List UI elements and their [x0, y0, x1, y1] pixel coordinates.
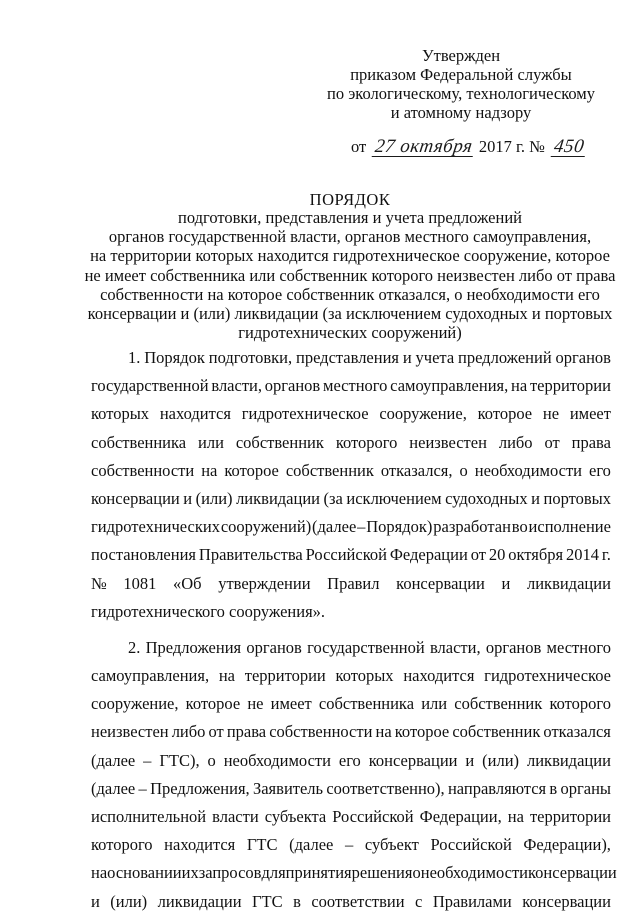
word: Правилами [432, 891, 512, 911]
paragraph-2 [91, 634, 617, 916]
word: № [91, 573, 107, 593]
word: на [201, 460, 218, 480]
word: Российской [332, 807, 414, 826]
word: консервации [368, 750, 458, 770]
word: соответственно), [326, 778, 445, 798]
word: октября [508, 545, 564, 565]
word: находится [164, 835, 236, 855]
word: не [247, 694, 264, 714]
word: (далее [312, 517, 357, 537]
word: – [357, 517, 366, 537]
word: на [375, 722, 392, 742]
word: собственника [318, 694, 415, 714]
word: «Об [173, 573, 202, 593]
word: отказался [543, 722, 611, 742]
word: от [208, 722, 224, 742]
text-line [91, 570, 611, 598]
word: предложений [458, 348, 552, 367]
word: исключением [346, 488, 442, 508]
word: 2014 [565, 545, 599, 565]
word: либо [498, 432, 533, 452]
date-prefix: от [351, 137, 367, 156]
word: его [589, 460, 611, 480]
word: на [507, 807, 524, 826]
subtitle-line: органов государственной власти, органов местного самоуправления, [108, 227, 592, 247]
word: сооружение, [91, 694, 179, 714]
text-line [91, 662, 611, 690]
word: гидротехнического сооружения». [91, 601, 326, 621]
word: местного [323, 376, 388, 396]
approval-block [326, 46, 596, 122]
word: государственной [91, 376, 209, 396]
handwritten-order-number: 450 [552, 136, 586, 157]
word: самоуправления, [91, 666, 210, 686]
word: которого [549, 694, 611, 714]
word: учета [415, 348, 455, 367]
word: собственности [269, 722, 373, 742]
word: гидротехническое [241, 404, 369, 424]
word: и [465, 750, 475, 770]
word: для [261, 863, 286, 883]
word: на [91, 863, 108, 883]
text-line [91, 775, 611, 803]
word: Порядок [144, 348, 205, 367]
word: исполнительной [91, 807, 207, 826]
word: (или) [110, 891, 148, 911]
approval-line: Утвержден [421, 46, 501, 65]
word: портовых [543, 488, 611, 508]
word: о [207, 750, 216, 770]
word: консервации [396, 573, 485, 593]
word: 1081 [123, 573, 157, 593]
word: от [470, 545, 486, 565]
word: которое [224, 460, 279, 480]
text-line [91, 598, 611, 626]
word: на [218, 666, 235, 686]
text-line [91, 541, 611, 569]
word: о [459, 460, 468, 480]
word: его [338, 750, 361, 770]
word: консервации [528, 863, 617, 883]
word: (далее [289, 835, 334, 855]
word: субъекта [264, 807, 327, 826]
word: основании [107, 863, 182, 883]
word: которых [335, 666, 394, 686]
word: необходимости [474, 460, 582, 480]
word: необходимости [223, 750, 331, 770]
word: органов [264, 376, 321, 396]
word: утверждении [218, 573, 311, 593]
word: которое [185, 694, 241, 714]
subtitle-line: не имеет собственника или собственник которого неизвестен либо от права [84, 265, 616, 285]
word: собственник [454, 694, 543, 714]
word: ликвидации [526, 573, 611, 593]
word: 1. [128, 348, 141, 367]
word: (далее [91, 750, 136, 770]
word: 2. [128, 637, 141, 657]
word: с [415, 891, 423, 911]
text-line [91, 372, 611, 400]
document-body [91, 344, 617, 916]
word: и [531, 488, 540, 508]
word: гидротехнических [91, 517, 220, 537]
word: которых [91, 404, 150, 424]
word: собственности [91, 460, 195, 480]
word: органы [560, 778, 611, 798]
word: которого [335, 432, 398, 452]
text-line [91, 429, 611, 457]
word: права [226, 722, 267, 742]
word: Федерации), [523, 835, 611, 855]
text-line [91, 400, 611, 428]
word: собственник [235, 432, 324, 452]
word: местного [546, 637, 611, 657]
word: постановления [91, 545, 197, 565]
word: сооружение, [379, 404, 467, 424]
word: государственной [307, 637, 425, 657]
word: Правительства [198, 545, 303, 565]
approval-line: приказом Федеральной службы [350, 65, 572, 84]
word: которое [394, 722, 450, 742]
word: органов [555, 348, 611, 367]
text-line [91, 457, 611, 485]
word: имеет [569, 404, 611, 424]
word: и [91, 891, 100, 911]
word: сооружений) [220, 517, 312, 537]
word: от [544, 432, 560, 452]
approval-date-line [351, 137, 586, 157]
word: или [198, 432, 224, 452]
word: территории [244, 666, 326, 686]
word: ГТС), [159, 750, 200, 770]
word: находится [159, 404, 231, 424]
word: (за [323, 488, 343, 508]
word: ликвидации [236, 488, 320, 508]
word: либо [171, 722, 206, 742]
word: которого [91, 835, 153, 855]
word: во [511, 517, 528, 537]
word: находится [403, 666, 475, 686]
word: Российской [430, 835, 512, 855]
word: решения [351, 863, 413, 883]
subtitle-line: собственности на которое собственник отказался, о необходимости его [100, 284, 600, 304]
approval-line: и атомному надзору [390, 103, 532, 122]
word: имеет [270, 694, 312, 714]
text-line [91, 831, 611, 859]
word: на [511, 376, 528, 396]
text-line [91, 634, 611, 662]
text-line [91, 690, 611, 718]
word: – [344, 835, 354, 855]
subtitle-line: консервации и (или) ликвидации (за исключением судоходных и портовых [87, 304, 613, 324]
word: и [183, 488, 193, 508]
word: Порядок) [366, 517, 433, 537]
word: запросов [198, 863, 262, 883]
approval-line: по экологическому, технологическому [326, 84, 595, 103]
word: отказался, [380, 460, 453, 480]
subtitle-line: подготовки, представления и учета предложений [177, 208, 522, 227]
word: в [293, 891, 301, 911]
word: собственник [452, 722, 541, 742]
word: ГТС [252, 891, 283, 911]
word: органов [485, 637, 542, 657]
word: органов [246, 637, 302, 657]
word: необходимости [420, 863, 528, 883]
word: власти, [429, 637, 481, 657]
word: Предложения, [150, 778, 250, 798]
word: ликвидации [526, 750, 611, 770]
word: (или) [195, 488, 233, 508]
text-line [91, 888, 611, 916]
handwritten-date: 27 октября [374, 136, 475, 157]
word: ликвидации [157, 891, 242, 911]
paragraph-1 [91, 344, 611, 626]
word: Заявитель [252, 778, 324, 798]
year-text: 2017 г. № [478, 137, 545, 156]
text-line [91, 859, 617, 887]
word: принятия [285, 863, 352, 883]
word: субъект [364, 835, 419, 855]
subtitle-line: на территории которых находится гидротехническое сооружение, которое [90, 246, 610, 266]
word: собственника [91, 432, 187, 452]
document-title: ПОРЯДОК [309, 190, 391, 209]
word: территории [529, 807, 611, 826]
text-line [91, 485, 611, 513]
word: исполнение [528, 517, 611, 537]
word: права [571, 432, 611, 452]
word: ГТС [246, 835, 278, 855]
word: гидротехническое [484, 666, 611, 686]
word: (далее [91, 778, 136, 798]
word: направляются [447, 778, 547, 798]
text-line [91, 513, 611, 541]
word: или [421, 694, 448, 714]
word: консервации [522, 891, 611, 911]
word: разработан [433, 517, 511, 537]
word: Предложения [145, 637, 242, 657]
text-line [91, 747, 611, 775]
word: Российской [305, 545, 387, 565]
subtitle-line: гидротехнических сооружений) [238, 323, 462, 343]
word: Правил [327, 573, 380, 593]
word: власти, [211, 376, 262, 396]
word: 20 [488, 545, 506, 565]
word: о [412, 863, 421, 883]
word: – [138, 778, 147, 798]
word: соответствии [311, 891, 405, 911]
word: территории [529, 376, 611, 396]
word: которое [477, 404, 533, 424]
word: – [143, 750, 152, 770]
word: консервации [91, 488, 180, 508]
word: г. [601, 545, 611, 565]
word: неизвестен [409, 432, 487, 452]
word: неизвестен [91, 722, 169, 742]
document-subtitle [60, 208, 640, 342]
word: (или) [482, 750, 520, 770]
word: не [542, 404, 560, 424]
text-line [91, 803, 611, 831]
word: собственник [285, 460, 374, 480]
word: Федерации [389, 545, 468, 565]
word: и [501, 573, 511, 593]
word: в [549, 778, 558, 798]
word: Федерации, [419, 807, 502, 826]
word: самоуправления, [390, 376, 509, 396]
word: власти [212, 807, 259, 826]
word: подготовки, [208, 348, 293, 367]
text-line [91, 344, 611, 372]
word: представления [295, 348, 400, 367]
word: судоходных [445, 488, 528, 508]
word: и [402, 348, 412, 367]
word: их [181, 863, 199, 883]
text-line [91, 718, 611, 746]
